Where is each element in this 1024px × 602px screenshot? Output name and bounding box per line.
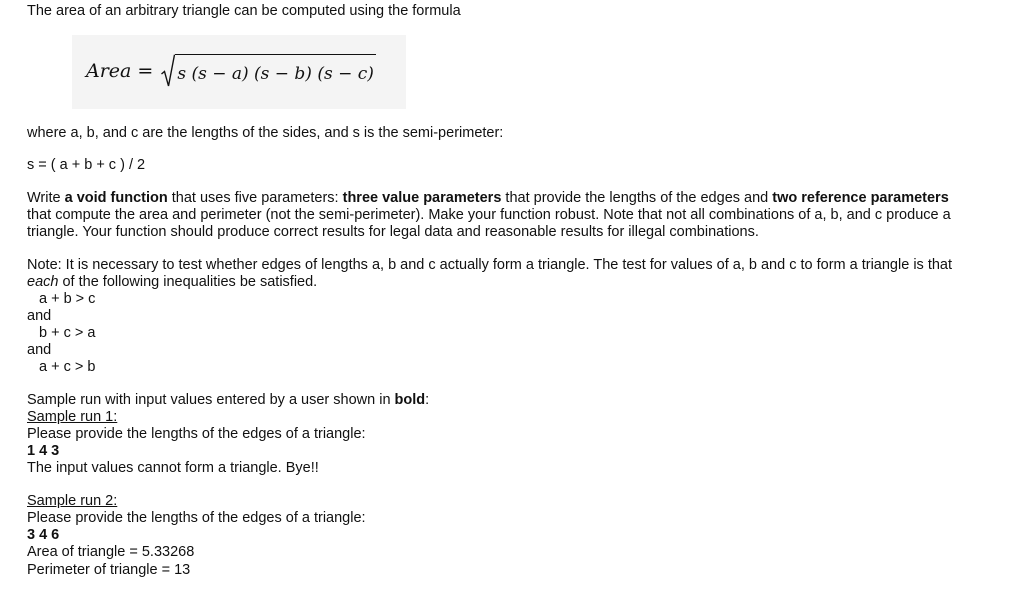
sample-run-2-title — [27, 493, 117, 510]
intro-text: The area of an arbitrary triangle can be computed using the formula — [27, 3, 461, 19]
sample-intro — [27, 392, 429, 409]
and-1: and — [27, 308, 52, 324]
sample-run-2-area: Area of triangle = 5.33268 — [27, 544, 195, 560]
formula-equals: = — [137, 60, 154, 82]
formula-lhs: Area — [86, 60, 132, 82]
area-formula — [86, 51, 376, 91]
task-line-2: that compute the area and perimeter (not the semi-perimeter). Make your function robust. Note that not all combinations of a, b, and c produce a — [27, 207, 951, 223]
sample-intro-colon: : — [425, 392, 430, 408]
radical-sign-icon — [161, 54, 175, 88]
sample-intro-text: Sample run with input values entered by a user shown in — [27, 392, 395, 408]
task-line-3: triangle. Your function should produce correct results for legal data and reasonable results for illegal combinations. — [27, 224, 759, 240]
sample-run-1-output: The input values cannot form a triangle. Bye!! — [27, 460, 319, 476]
inequality-3: a + c > b — [39, 359, 96, 375]
task-text-1: Write — [27, 190, 65, 206]
task-text-2: that uses five parameters: — [167, 190, 343, 206]
inequality-2: b + c > a — [39, 325, 96, 341]
sample-run-2-prompt: Please provide the lengths of the edges of a triangle: — [27, 510, 366, 526]
sample-run-1-prompt: Please provide the lengths of the edges of a triangle: — [27, 426, 366, 442]
sample-intro-bold: bold — [394, 392, 426, 408]
where-text: where a, b, and c are the lengths of the sides, and s is the semi-perimeter: — [27, 125, 504, 141]
note-line-1: Note: It is necessary to test whether edges of lengths a, b and c actually form a triangle. The test for values of a, b and c to form a triangle is that — [27, 257, 952, 273]
note-each: each — [27, 274, 59, 290]
and-2: and — [27, 342, 52, 358]
formula-radicand: s (s − a) (s − b) (s − c) — [175, 54, 376, 88]
sample-run-1-input-text: 1 4 3 — [27, 443, 60, 459]
task-bold-reference-params: two reference parameters — [772, 190, 949, 206]
semi-perimeter-formula: s = ( a + b + c ) / 2 — [27, 157, 146, 173]
task-line-1 — [27, 190, 949, 207]
sample-run-1-title-text: Sample run 1: — [27, 409, 118, 425]
task-bold-void-function: a void function — [64, 190, 168, 206]
formula-box — [72, 35, 406, 109]
sample-run-2-input — [27, 527, 59, 544]
sample-run-1-title — [27, 409, 117, 426]
inequality-1: a + b > c — [39, 291, 96, 307]
note-line-2 — [27, 274, 317, 291]
sample-run-2-perimeter: Perimeter of triangle = 13 — [27, 562, 191, 578]
task-text-3: that provide the lengths of the edges and — [501, 190, 773, 206]
sample-run-1-input — [27, 443, 59, 460]
task-bold-value-params: three value parameters — [342, 190, 502, 206]
note-line-2-rest: of the following inequalities be satisfied. — [58, 274, 318, 290]
sample-run-2-title-text: Sample run 2: — [27, 493, 118, 509]
square-root — [161, 54, 376, 88]
sample-run-2-input-text: 3 4 6 — [27, 527, 60, 543]
